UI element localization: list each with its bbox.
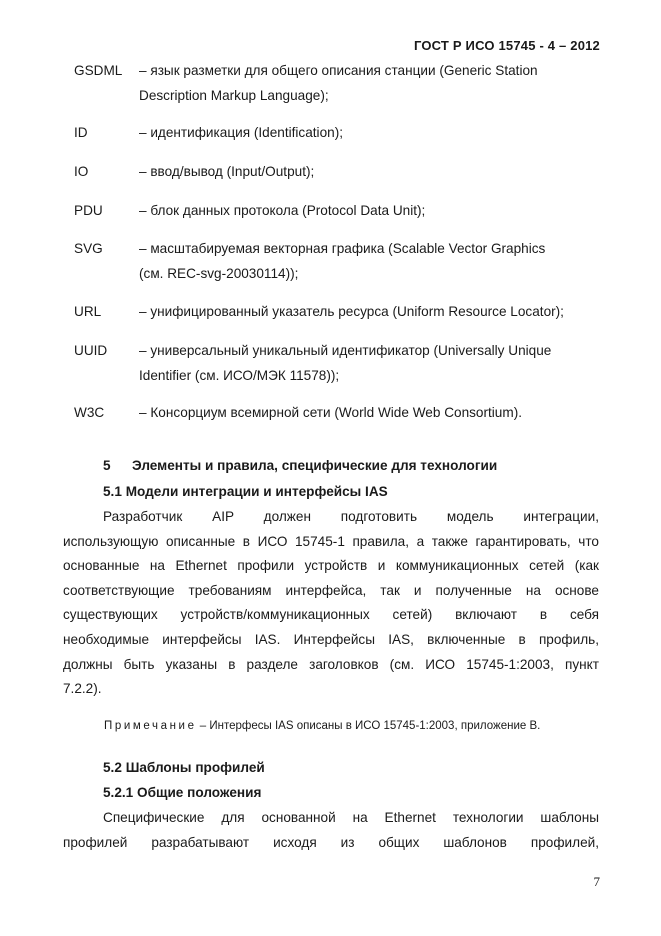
section-title: Элементы и правила, специфические для технологии <box>132 458 498 473</box>
definition-line: Identifier (см. ИСО/МЭК 11578)); <box>139 367 340 383</box>
document-header: ГОСТ Р ИСО 15745 - 4 – 2012 <box>413 38 600 53</box>
definition-line: – масштабируемая векторная графика (Scalable Vector Graphics <box>139 241 546 256</box>
abbreviation-term: UUID <box>74 343 108 358</box>
paragraph-line: использующую описанные в ИСО 15745-1 правила, а также гарантировать, что <box>63 533 599 549</box>
paragraph-line: 7.2.2). <box>63 681 102 697</box>
definition-line: Description Markup Language); <box>139 87 329 103</box>
subsection-heading <box>103 785 261 800</box>
section-title: Общие положения <box>137 785 262 800</box>
definition-line: – универсальный уникальный идентификатор (Universally Unique <box>139 343 552 358</box>
abbreviation-definition <box>139 59 604 108</box>
definition-line: – блок данных протокола (Protocol Data Unit); <box>139 203 426 218</box>
section-number: 5 <box>103 458 111 473</box>
paragraph-line: Разработчик AIP должен подготовить модель интеграции, <box>103 509 599 524</box>
definition-line: (см. REC-svg-20030114)); <box>139 265 299 281</box>
abbreviation-term: SVG <box>74 241 103 256</box>
note <box>104 720 540 732</box>
paragraph-line: соответствующие требованиям интерфейса, так и полученные на основе <box>63 582 599 598</box>
note-text: – Интерфесы IAS описаны в ИСО 15745-1:2003, приложение B. <box>196 720 541 732</box>
section-title: Шаблоны профилей <box>125 760 265 775</box>
subsection-heading <box>103 760 265 775</box>
subsection-heading <box>103 484 388 499</box>
paragraph-line: существующих устройств/коммуникационных сетей) включают в себя <box>63 607 599 623</box>
section-paragraph <box>63 806 599 855</box>
abbreviation-definition <box>139 237 604 286</box>
page-number: 7 <box>593 874 600 889</box>
definition-line: – язык разметки для общего описания станции (Generic Station <box>139 63 538 78</box>
paragraph-line: профилей разрабатывают исходя из общих шаблонов профилей, <box>63 834 599 850</box>
paragraph-line: необходимые интерфейсы IAS. Интерфейсы IAS, включенные в профиль, <box>63 631 599 647</box>
abbreviation-definition <box>139 401 604 426</box>
abbreviation-term: PDU <box>74 203 103 218</box>
section-title: Модели интеграции и интерфейсы IAS <box>125 484 388 499</box>
abbreviation-term: IO <box>74 164 89 179</box>
abbreviation-term: URL <box>74 304 102 319</box>
abbreviation-definition <box>139 199 604 224</box>
abbreviation-definition <box>139 121 604 146</box>
abbreviation-definition <box>139 160 604 185</box>
abbreviation-definition <box>139 339 604 388</box>
definition-line: – идентификация (Identification); <box>139 125 344 140</box>
definition-line: – ввод/вывод (Input/Output); <box>139 164 315 179</box>
paragraph-line: основанные на Ethernet профили устройств и коммуникационных сетей (как <box>63 558 599 574</box>
section-number: 5.2 <box>103 760 122 775</box>
note-label: Примечание <box>104 720 197 732</box>
section-paragraph <box>63 505 599 702</box>
abbreviation-term: ID <box>74 125 88 140</box>
definition-line: – Консорциум всемирной сети (World Wide Web Consortium). <box>139 405 522 420</box>
section-number: 5.2.1 <box>103 785 134 800</box>
paragraph-line: Специфические для основанной на Ethernet технологии шаблоны <box>103 810 599 825</box>
abbreviation-term: W3C <box>74 405 105 420</box>
section-heading <box>103 458 497 473</box>
abbreviation-definition <box>139 300 604 325</box>
abbreviation-term: GSDML <box>74 63 123 78</box>
paragraph-line: должны быть указаны в разделе заголовков (см. ИСО 15745-1:2003, пункт <box>63 656 599 672</box>
definition-line: – унифицированный указатель ресурса (Uniform Resource Locator); <box>139 304 564 319</box>
section-number: 5.1 <box>103 484 122 499</box>
